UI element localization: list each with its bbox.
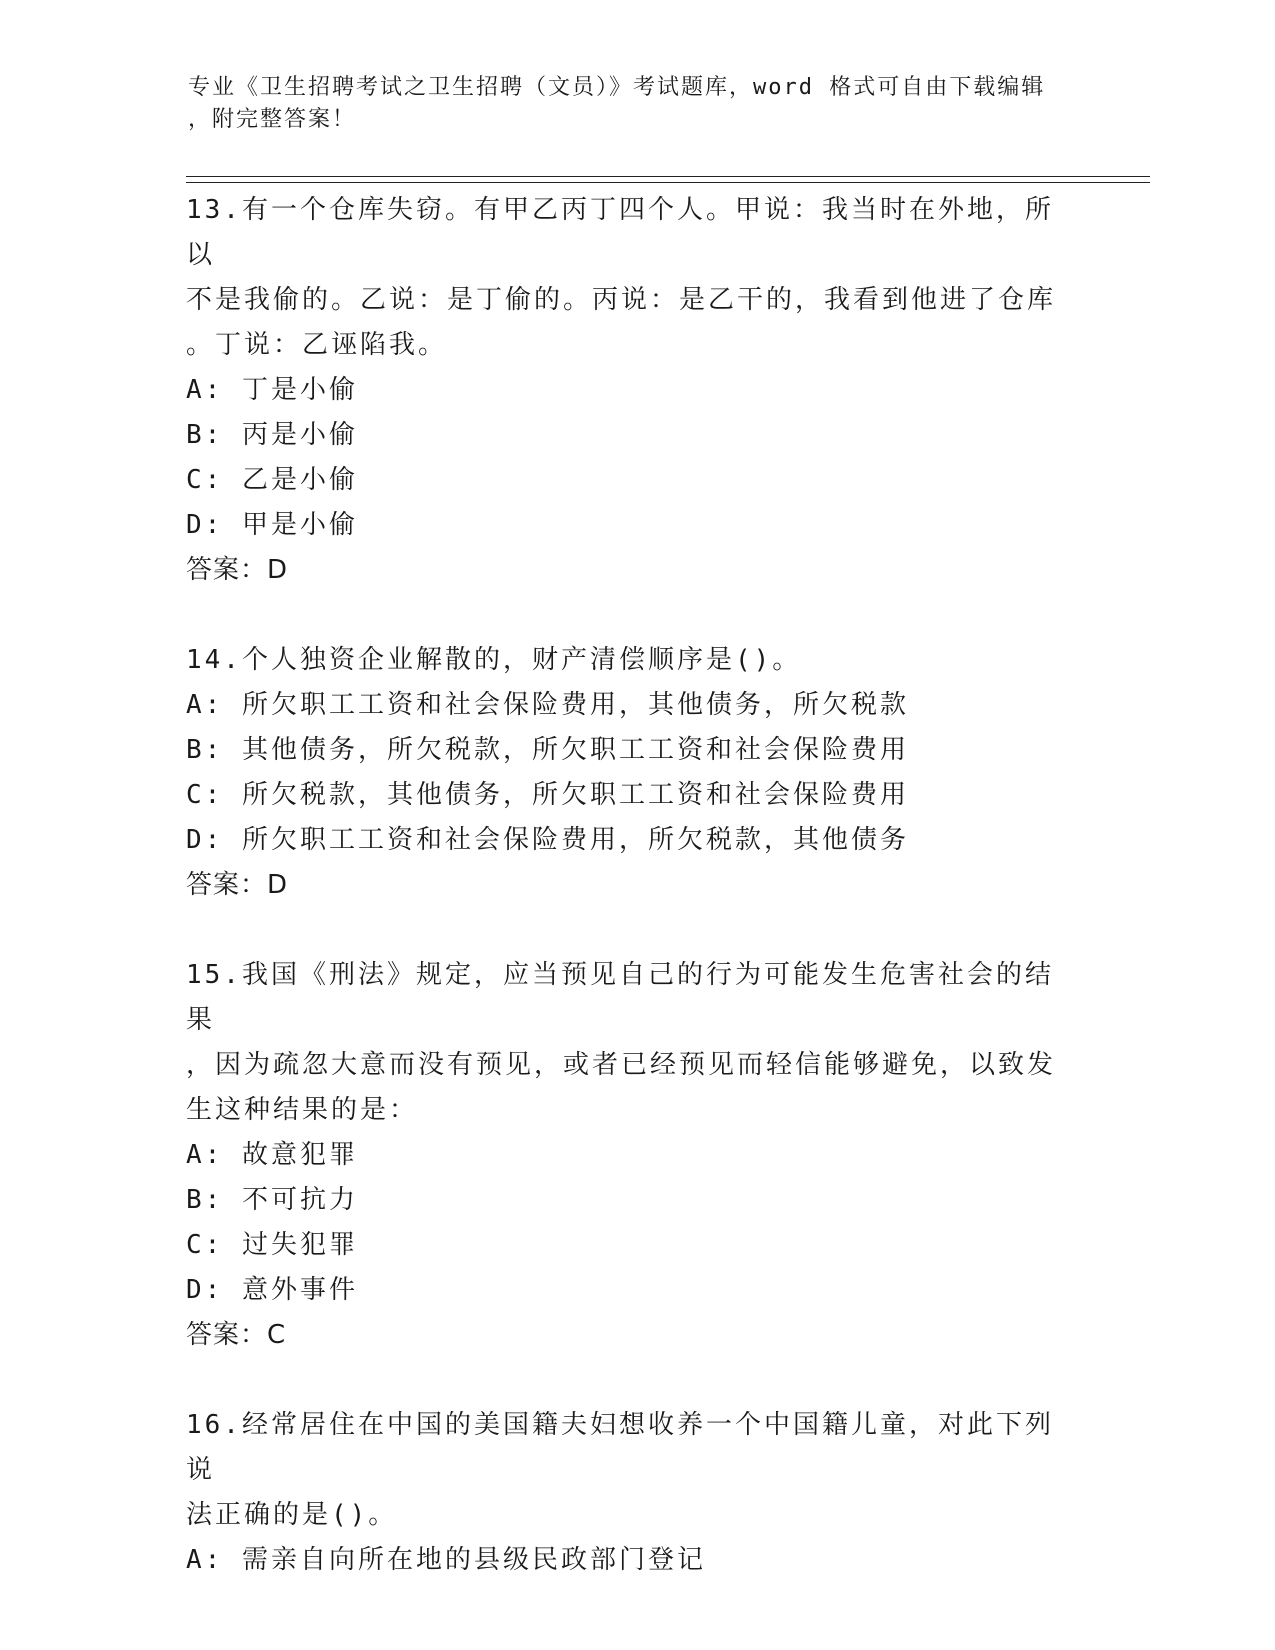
header-line-2: ，附完整答案！: [188, 107, 357, 132]
question-block: [186, 188, 1086, 638]
question-block: [186, 638, 1086, 953]
answer-key: [186, 548, 1086, 593]
question-text-line: 不是我偷的。乙说：是丁偷的。丙说：是乙干的，我看到他进了仓库: [186, 285, 1057, 315]
answer-label: 答案：: [186, 1320, 268, 1350]
question-text-line: 。丁说：乙诬陷我。: [186, 330, 448, 360]
question-text-line: 16.经常居住在中国的美国籍夫妇想收养一个中国籍儿童，对此下列说: [186, 1410, 1054, 1485]
answer-option: B: 其他债务，所欠税款，所欠职工工资和社会保险费用: [186, 735, 909, 765]
question-text-line: 生这种结果的是：: [186, 1095, 419, 1125]
question-text-line: 13.有一个仓库失窃。有甲乙丙丁四个人。甲说：我当时在外地，所以: [186, 195, 1054, 270]
question-block: [186, 1403, 1086, 1583]
question-text-line: 15.我国《刑法》规定，应当预见自己的行为可能发生危害社会的结果: [186, 960, 1054, 1035]
answer-label: 答案：: [186, 555, 268, 585]
question-spacer: [186, 593, 1086, 638]
header-divider-top: [186, 176, 1150, 177]
answer-option: A: 丁是小偷: [186, 375, 358, 405]
question-text-line: 14.个人独资企业解散的，财产清偿顺序是()。: [186, 645, 802, 675]
question-text-line: 法正确的是()。: [186, 1500, 398, 1530]
question-block: [186, 953, 1086, 1403]
header-divider-bottom: [186, 182, 1150, 183]
answer-value: D: [267, 555, 289, 585]
answer-option: A: 所欠职工工资和社会保险费用，其他债务，所欠税款: [186, 690, 909, 720]
answer-option: C: 乙是小偷: [186, 465, 358, 495]
answer-key: [186, 1313, 1086, 1358]
answer-option: B: 丙是小偷: [186, 420, 358, 450]
answer-value: D: [267, 870, 289, 900]
answer-option: D: 所欠职工工资和社会保险费用，所欠税款，其他债务: [186, 825, 909, 855]
question-spacer: [186, 908, 1086, 953]
answer-key: [186, 863, 1086, 908]
question-list: [186, 188, 1086, 1583]
answer-value: C: [267, 1320, 287, 1350]
document-header: [188, 72, 1068, 136]
answer-option: C: 所欠税款，其他债务，所欠职工工资和社会保险费用: [186, 780, 909, 810]
header-line-1: 专业《卫生招聘考试之卫生招聘（文员）》考试题库，word 格式可自由下载编辑: [188, 75, 1046, 100]
answer-label: 答案：: [186, 870, 268, 900]
question-text-line: ，因为疏忽大意而没有预见，或者已经预见而轻信能够避免，以致发: [186, 1050, 1057, 1080]
answer-option: A: 需亲自向所在地的县级民政部门登记: [186, 1545, 706, 1575]
question-spacer: [186, 1358, 1086, 1403]
answer-option: D: 甲是小偷: [186, 510, 358, 540]
answer-option: D: 意外事件: [186, 1275, 358, 1305]
answer-option: C: 过失犯罪: [186, 1230, 358, 1260]
answer-option: A: 故意犯罪: [186, 1140, 358, 1170]
answer-option: B: 不可抗力: [186, 1185, 358, 1215]
